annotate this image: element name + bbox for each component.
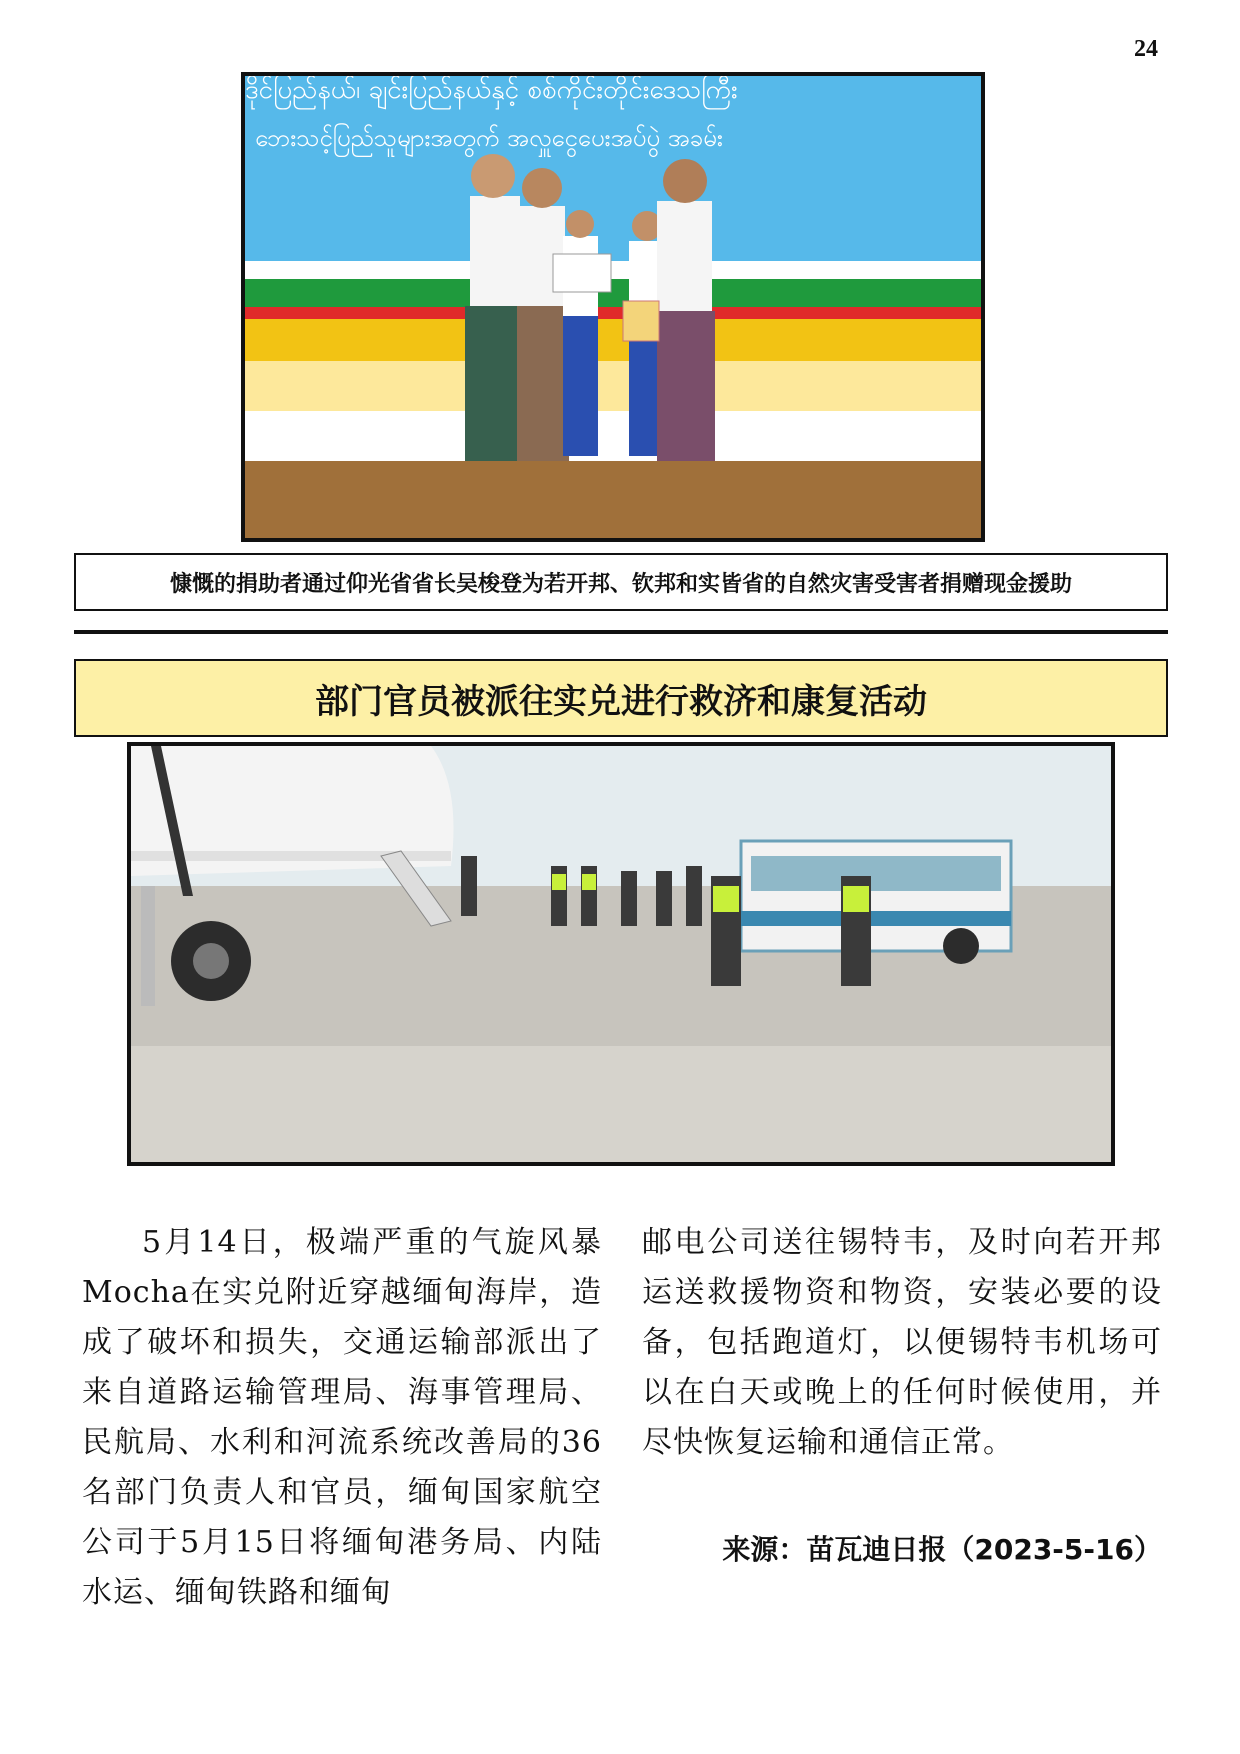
banner-text-line2: ဘေးသင့်ပြည်သူများအတွက် အလှူငွေပေးအပ်ပွဲ အခမ်း [255,124,723,152]
article-source: 来源：苗瓦迪日报（2023-5-16） [722,1533,1162,1566]
page-number: 24 [1134,36,1158,62]
airport-photo [127,742,1115,1166]
article-paragraph-left: 5月14日，极端严重的气旋风暴Mocha在实兑附近穿越缅甸海岸，造成了破坏和损失，交通运输部派出了来自道路运输管理局、海事管理局、民航局、水利和河流系统改善局的36名部门负责人和官员，缅甸国家航空公司于5月15日将缅甸港务局、内陆水运、缅甸铁路和缅甸 [82,1225,602,1610]
article-paragraph-right: 邮电公司送往锡特韦，及时向若开邦运送救援物资和物资，安装必要的设备，包括跑道灯，以便锡特韦机场可以在白天或晚上的任何时候使用，并尽快恢复运输和通信正常。 [642,1225,1162,1460]
section-divider [74,630,1168,634]
ceremony-photo [241,72,985,542]
photo-caption: 慷慨的捐助者通过仰光省省长吴梭登为若开邦、钦邦和实皆省的自然灾害受害者捐赠现金援助 [74,553,1168,611]
article-title: 部门官员被派往实兑进行救济和康复活动 [74,659,1168,737]
banner-text-line1: ဒိုင်ပြည်နယ်၊ ချင်းပြည်နယ်နှင့် စစ်ကိုင်းတိုင်းဒေသကြီး [245,76,738,105]
